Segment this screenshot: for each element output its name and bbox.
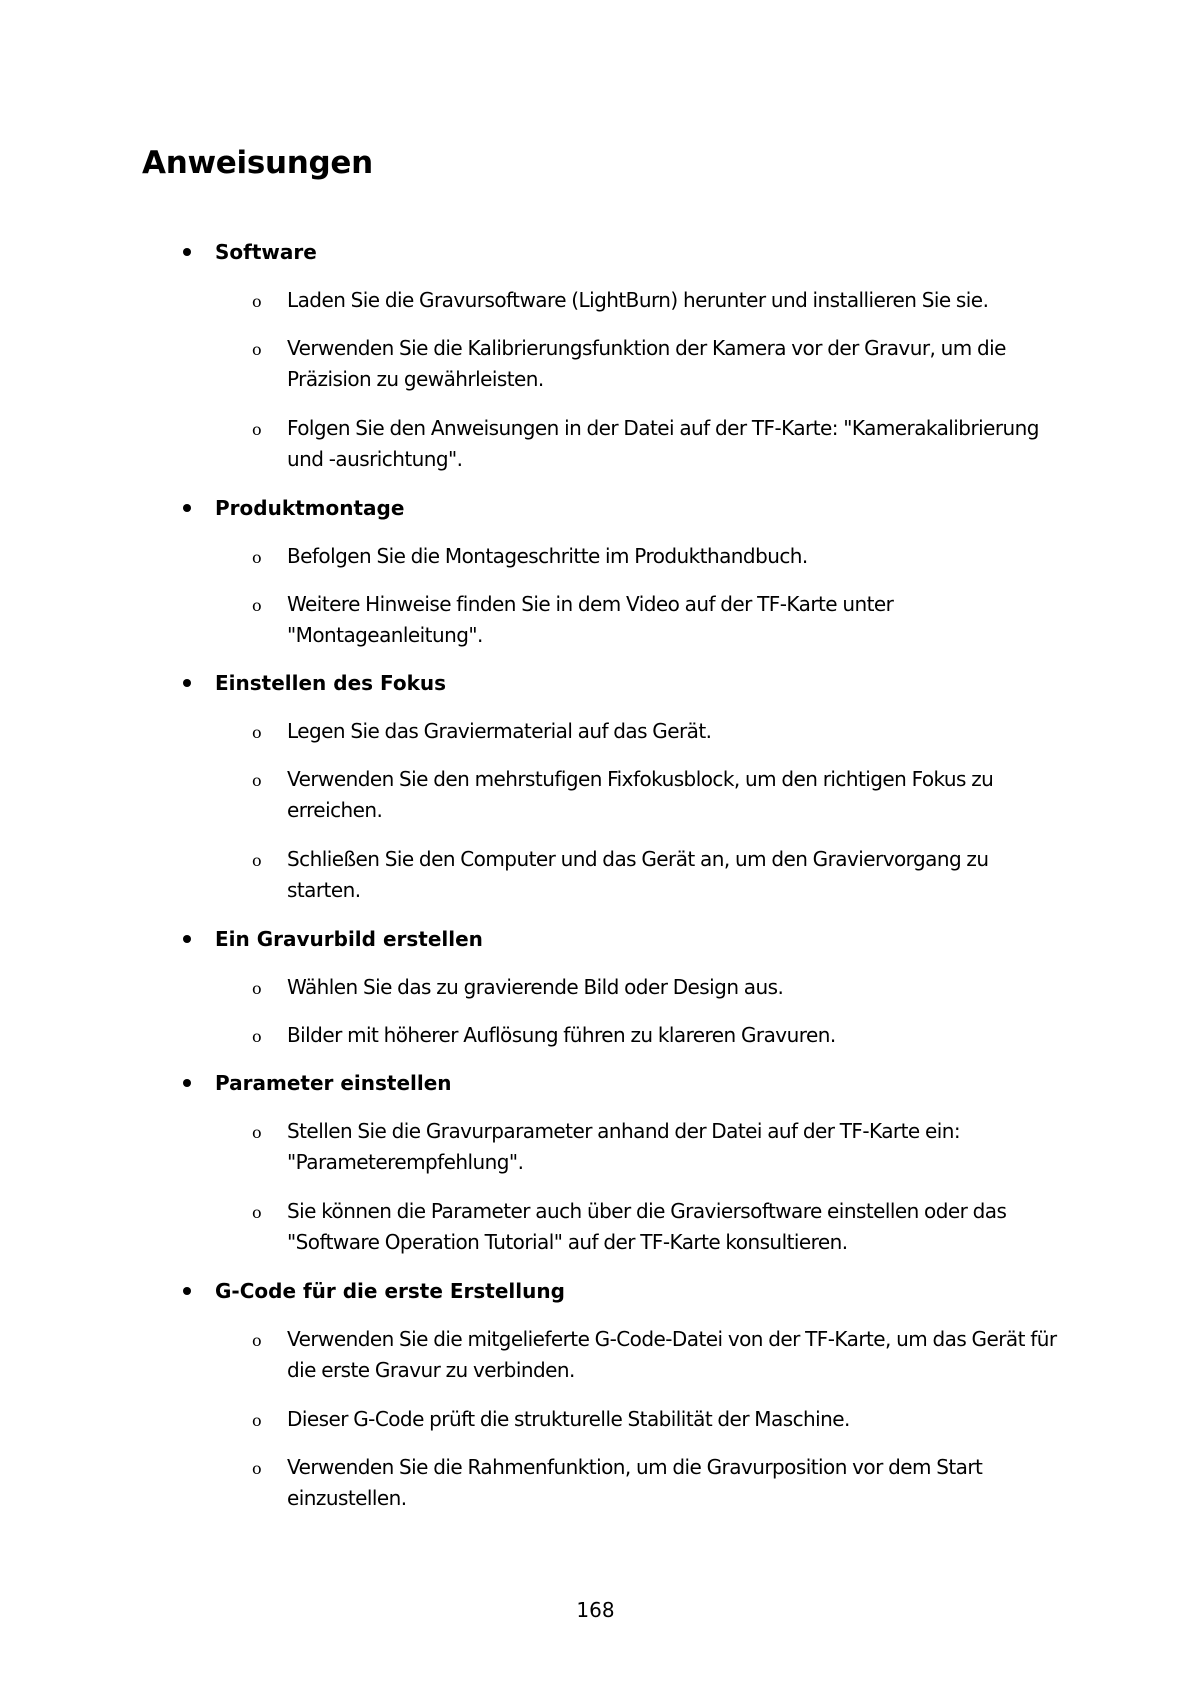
list-item-text: Legen Sie das Graviermaterial auf das Gerät. bbox=[287, 719, 712, 743]
section-label: Parameter einstellen bbox=[215, 1071, 452, 1095]
list-item-text: Wählen Sie das zu gravierende Bild oder Design aus. bbox=[287, 975, 784, 999]
circle-bullet-icon: o bbox=[252, 340, 262, 359]
list-item-text: Folgen Sie den Anweisungen in der Datei auf der TF-Karte: "Kamerakalibrierung und -ausrichtung". bbox=[287, 416, 1039, 471]
list-item-text: Weitere Hinweise finden Sie in dem Video auf der TF-Karte unter "Montageanleitung". bbox=[287, 592, 894, 647]
circle-bullet-icon: o bbox=[252, 1203, 262, 1222]
bullet-icon bbox=[183, 504, 191, 512]
circle-bullet-icon: o bbox=[252, 1027, 262, 1046]
section-label: G-Code für die erste Erstellung bbox=[215, 1279, 565, 1303]
list-item-text: Befolgen Sie die Montageschritte im Produkthandbuch. bbox=[287, 544, 808, 568]
page-title: Anweisungen bbox=[142, 145, 373, 181]
section-heading bbox=[0, 1068, 1191, 1098]
circle-bullet-icon: o bbox=[252, 420, 262, 439]
circle-bullet-icon: o bbox=[252, 851, 262, 870]
circle-bullet-icon: o bbox=[252, 979, 262, 998]
list-item-text: Schließen Sie den Computer und das Gerät an, um den Graviervorgang zu starten. bbox=[287, 847, 989, 902]
circle-bullet-icon: o bbox=[252, 723, 262, 742]
list-item-text: Verwenden Sie die mitgelieferte G-Code-Datei von der TF-Karte, um das Gerät für die erste Gravur zu verbinden. bbox=[287, 1327, 1057, 1382]
circle-bullet-icon: o bbox=[252, 292, 262, 311]
circle-bullet-icon: o bbox=[252, 548, 262, 567]
list-item-text: Laden Sie die Gravursoftware (LightBurn) herunter und installieren Sie sie. bbox=[287, 288, 989, 312]
circle-bullet-icon: o bbox=[252, 596, 262, 615]
bullet-icon bbox=[183, 679, 191, 687]
circle-bullet-icon: o bbox=[252, 1331, 262, 1350]
bullet-icon bbox=[183, 248, 191, 256]
bullet-icon bbox=[183, 1287, 191, 1295]
section-heading bbox=[0, 924, 1191, 954]
section-label: Software bbox=[215, 240, 317, 264]
section-heading bbox=[0, 1276, 1191, 1306]
circle-bullet-icon: o bbox=[252, 1123, 262, 1142]
circle-bullet-icon: o bbox=[252, 1459, 262, 1478]
list-item-text: Sie können die Parameter auch über die Graviersoftware einstellen oder das "Software Operation Tutorial" auf der TF-Karte konsultieren. bbox=[287, 1199, 1007, 1254]
section-label: Einstellen des Fokus bbox=[215, 671, 447, 695]
list-item-text: Verwenden Sie die Kalibrierungsfunktion der Kamera vor der Gravur, um die Präzision zu gewährleisten. bbox=[287, 336, 1006, 391]
section-label: Produktmontage bbox=[215, 496, 405, 520]
list-item-text: Verwenden Sie den mehrstufigen Fixfokusblock, um den richtigen Fokus zu erreichen. bbox=[287, 767, 994, 822]
page-number: 168 bbox=[576, 1598, 615, 1622]
bullet-icon bbox=[183, 935, 191, 943]
section-heading bbox=[0, 493, 1191, 523]
section-heading bbox=[0, 668, 1191, 698]
list-item-text: Bilder mit höherer Auflösung führen zu klareren Gravuren. bbox=[287, 1023, 836, 1047]
list-item-text: Verwenden Sie die Rahmenfunktion, um die Gravurposition vor dem Start einzustellen. bbox=[287, 1455, 983, 1510]
section-label: Ein Gravurbild erstellen bbox=[215, 927, 483, 951]
list-item-text: Dieser G-Code prüft die strukturelle Stabilität der Maschine. bbox=[287, 1407, 850, 1431]
circle-bullet-icon: o bbox=[252, 771, 262, 790]
list-item-text: Stellen Sie die Gravurparameter anhand der Datei auf der TF-Karte ein: "Parameterempfehlung". bbox=[287, 1119, 961, 1174]
section-heading bbox=[0, 237, 1191, 267]
circle-bullet-icon: o bbox=[252, 1411, 262, 1430]
bullet-icon bbox=[183, 1079, 191, 1087]
